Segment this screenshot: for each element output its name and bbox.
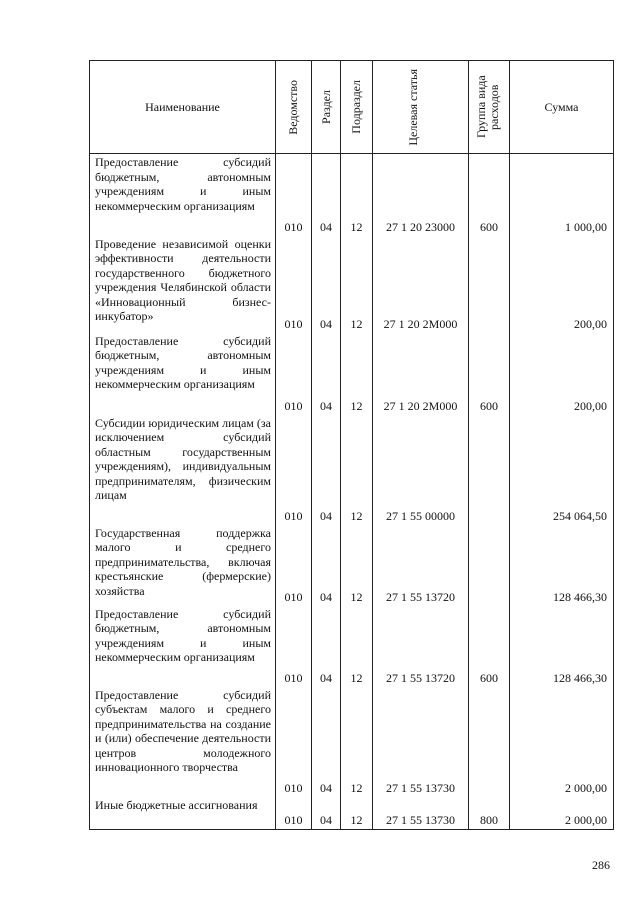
- row-target: 27 1 20 2М000: [373, 333, 469, 415]
- row-group: 600: [469, 154, 510, 236]
- row-podrazdel: 12: [341, 606, 373, 687]
- row-target: 27 1 55 13730: [373, 687, 469, 797]
- header-razdel: Раздел: [318, 90, 333, 124]
- row-ved: 010: [276, 154, 312, 236]
- row-group: 800: [469, 797, 510, 830]
- page-number: 286: [592, 858, 610, 872]
- table-row: [90, 687, 614, 797]
- row-name: Предоставление субсидий бюджетным, автономным учреждениям и иным некоммерческим организациям: [90, 333, 276, 415]
- table-row: [90, 797, 614, 830]
- header-group: Группа вида расходов: [474, 75, 501, 139]
- row-name: Предоставление субсидий бюджетным, автономным учреждениям и иным некоммерческим организациям: [90, 606, 276, 687]
- row-ved: 010: [276, 606, 312, 687]
- row-razdel: 04: [312, 797, 341, 830]
- table-row: [90, 415, 614, 525]
- row-target: 27 1 55 13720: [373, 525, 469, 606]
- row-ved: 010: [276, 797, 312, 830]
- row-razdel: 04: [312, 333, 341, 415]
- row-sum: 2 000,00: [510, 687, 614, 797]
- row-ved: 010: [276, 236, 312, 333]
- row-sum: 128 466,30: [510, 525, 614, 606]
- row-podrazdel: 12: [341, 797, 373, 830]
- row-name: Предоставление субсидий бюджетным, автономным учреждениям и иным некоммерческим организациям: [90, 154, 276, 236]
- row-razdel: 04: [312, 154, 341, 236]
- row-group: [469, 236, 510, 333]
- row-podrazdel: 12: [341, 415, 373, 525]
- row-group: [469, 687, 510, 797]
- row-target: 27 1 20 23000: [373, 154, 469, 236]
- table-row: [90, 525, 614, 606]
- row-name: Проведение независимой оценки эффективности деятельности государственного бюджетного учреждения Челябинской области «Инновационный бизнес-инкубатор»: [90, 236, 276, 333]
- row-name: Предоставление субсидий субъектам малого и среднего предпринимательства на создание и (или) обеспечение деятельности центров молодежного инновационного творчества: [90, 687, 276, 797]
- table-row: [90, 606, 614, 687]
- header-sum: Сумма: [510, 61, 614, 154]
- header-podrazdel: Подраздел: [349, 80, 363, 134]
- row-name: Иные бюджетные ассигнования: [90, 797, 276, 830]
- row-sum: 254 064,50: [510, 415, 614, 525]
- row-ved: 010: [276, 525, 312, 606]
- row-sum: 1 000,00: [510, 154, 614, 236]
- header-ved: Ведомство: [286, 79, 300, 135]
- row-sum: 128 466,30: [510, 606, 614, 687]
- row-podrazdel: 12: [341, 333, 373, 415]
- row-target: 27 1 55 13730: [373, 797, 469, 830]
- header-name: Наименование: [90, 61, 276, 154]
- table-row: [90, 154, 614, 236]
- row-target: 27 1 55 00000: [373, 415, 469, 525]
- header-target: Целевая статья: [405, 68, 420, 146]
- row-sum: 2 000,00: [510, 797, 614, 830]
- row-group: [469, 525, 510, 606]
- row-sum: 200,00: [510, 236, 614, 333]
- row-ved: 010: [276, 687, 312, 797]
- row-name: Государственная поддержка малого и среднего предпринимательства, включая крестьянские (фермерские) хозяйства: [90, 525, 276, 606]
- row-podrazdel: 12: [341, 236, 373, 333]
- row-ved: 010: [276, 415, 312, 525]
- row-razdel: 04: [312, 606, 341, 687]
- row-name: Субсидии юридическим лицам (за исключением субсидий областным государственным учреждениям), индивидуальным предпринимателям, физическим лицам: [90, 415, 276, 525]
- row-razdel: 04: [312, 415, 341, 525]
- row-razdel: 04: [312, 687, 341, 797]
- row-group: 600: [469, 606, 510, 687]
- table-row: [90, 333, 614, 415]
- table-row: [90, 236, 614, 333]
- row-razdel: 04: [312, 525, 341, 606]
- row-podrazdel: 12: [341, 687, 373, 797]
- budget-table: [89, 60, 614, 830]
- row-target: 27 1 20 2М000: [373, 236, 469, 333]
- row-group: 600: [469, 333, 510, 415]
- row-razdel: 04: [312, 236, 341, 333]
- row-podrazdel: 12: [341, 154, 373, 236]
- row-target: 27 1 55 13720: [373, 606, 469, 687]
- table-header-row: [90, 61, 614, 154]
- row-podrazdel: 12: [341, 525, 373, 606]
- row-sum: 200,00: [510, 333, 614, 415]
- row-group: [469, 415, 510, 525]
- row-ved: 010: [276, 333, 312, 415]
